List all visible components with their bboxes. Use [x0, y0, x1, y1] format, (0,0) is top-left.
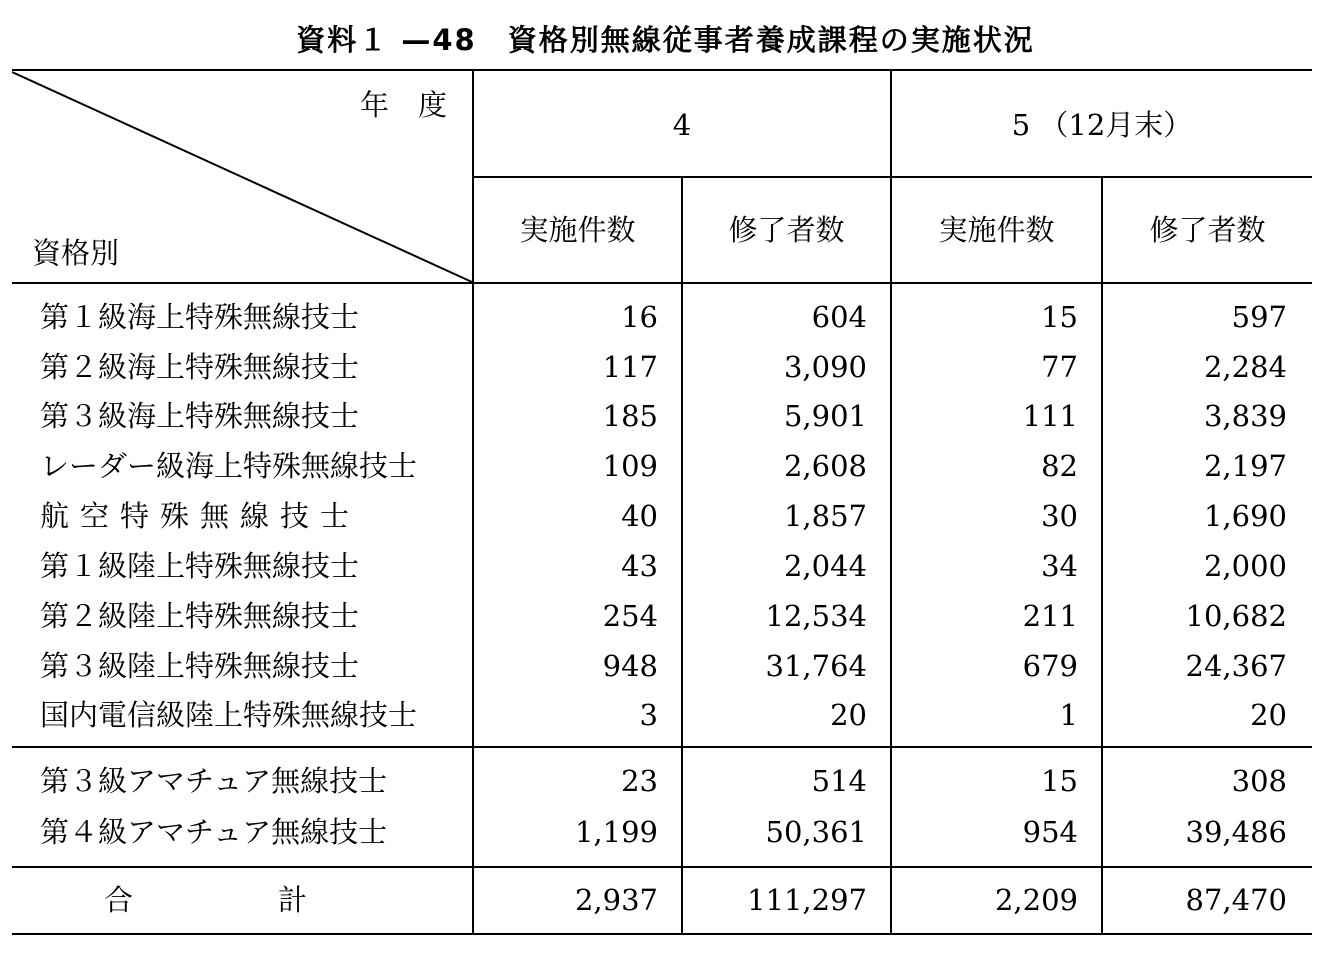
y5-comp: 10,682: [1185, 599, 1287, 633]
y4-impl: 1,199: [574, 815, 658, 849]
y5-comp: 597: [1231, 300, 1287, 334]
y4-impl: 23: [621, 764, 658, 798]
y5-impl: 1: [1059, 698, 1078, 732]
y5-impl: 15: [1041, 764, 1078, 798]
rule-year-sub: [472, 176, 1312, 178]
row-label: 第３級海上特殊無線技士: [40, 399, 360, 433]
col-comp-y5: 修了者数: [1149, 213, 1266, 247]
y4-comp: 1,857: [783, 499, 867, 533]
y5-impl: 82: [1041, 449, 1078, 483]
y5-comp: 39,486: [1185, 815, 1287, 849]
rule-bottom: [12, 933, 1312, 935]
y4-impl: 2,937: [574, 883, 658, 917]
row-label: 第４級アマチュア無線技士: [40, 815, 388, 849]
y5-comp: 2,000: [1203, 549, 1287, 583]
row-label: 航空特殊無線技士: [40, 499, 361, 533]
row-label: 国内電信級陸上特殊無線技士: [40, 698, 418, 732]
y4-impl: 43: [621, 549, 658, 583]
y5-impl: 30: [1041, 499, 1078, 533]
y5-impl: 2,209: [994, 883, 1078, 917]
y5-comp: 2,284: [1203, 350, 1287, 384]
y5-comp: 20: [1250, 698, 1287, 732]
year-5-header: 5 （12月末）: [1011, 108, 1193, 142]
y5-impl: 111: [1022, 399, 1078, 433]
y5-impl: 954: [1022, 815, 1078, 849]
row-label: 第１級陸上特殊無線技士: [40, 549, 360, 583]
table-title: 資料１ —48 資格別無線従事者養成課程の実施状況: [296, 23, 1035, 57]
y4-comp: 514: [811, 764, 867, 798]
y4-comp: 2,044: [783, 549, 867, 583]
col-comp-y4: 修了者数: [728, 213, 845, 247]
y5-impl: 679: [1022, 649, 1078, 683]
row-label: 第２級海上特殊無線技士: [40, 350, 360, 384]
y4-impl: 3: [639, 698, 658, 732]
row-label: 第３級陸上特殊無線技士: [40, 649, 360, 683]
y5-impl: 34: [1041, 549, 1078, 583]
y5-impl: 211: [1022, 599, 1078, 633]
col-impl-y4: 実施件数: [519, 213, 636, 247]
y4-comp: 50,361: [765, 815, 867, 849]
qualification-label: 資格別: [32, 236, 120, 270]
row-label: 第３級アマチュア無線技士: [40, 764, 388, 798]
rule-total-sep: [12, 866, 1312, 868]
y4-impl: 40: [621, 499, 658, 533]
row-label: 第１級海上特殊無線技士: [40, 300, 360, 334]
y4-comp: 2,608: [783, 449, 867, 483]
y5-comp: 87,470: [1185, 883, 1287, 917]
year-label: 年 度: [360, 88, 448, 122]
y4-impl: 185: [602, 399, 658, 433]
y4-comp: 111,297: [747, 883, 867, 917]
y5-comp: 3,839: [1203, 399, 1287, 433]
y4-comp: 31,764: [765, 649, 867, 683]
y5-impl: 77: [1041, 350, 1078, 384]
y4-impl: 16: [621, 300, 658, 334]
row-label: レーダー級海上特殊無線技士: [40, 449, 418, 483]
y5-comp: 24,367: [1185, 649, 1287, 683]
y4-comp: 12,534: [765, 599, 867, 633]
y4-comp: 5,901: [783, 399, 867, 433]
total-label: 合 計: [104, 883, 308, 917]
col-impl-y5: 実施件数: [938, 213, 1055, 247]
y5-comp: 308: [1231, 764, 1287, 798]
y4-impl: 109: [602, 449, 658, 483]
y5-impl: 15: [1041, 300, 1078, 334]
y4-impl: 948: [602, 649, 658, 683]
y4-comp: 604: [811, 300, 867, 334]
y4-comp: 3,090: [783, 350, 867, 384]
row-label: 第２級陸上特殊無線技士: [40, 599, 360, 633]
year-4-header: 4: [672, 108, 692, 142]
rule-group-sep: [12, 746, 1312, 748]
y4-impl: 117: [602, 350, 658, 384]
y4-comp: 20: [830, 698, 867, 732]
y5-comp: 2,197: [1203, 449, 1287, 483]
y5-comp: 1,690: [1203, 499, 1287, 533]
y4-impl: 254: [602, 599, 658, 633]
